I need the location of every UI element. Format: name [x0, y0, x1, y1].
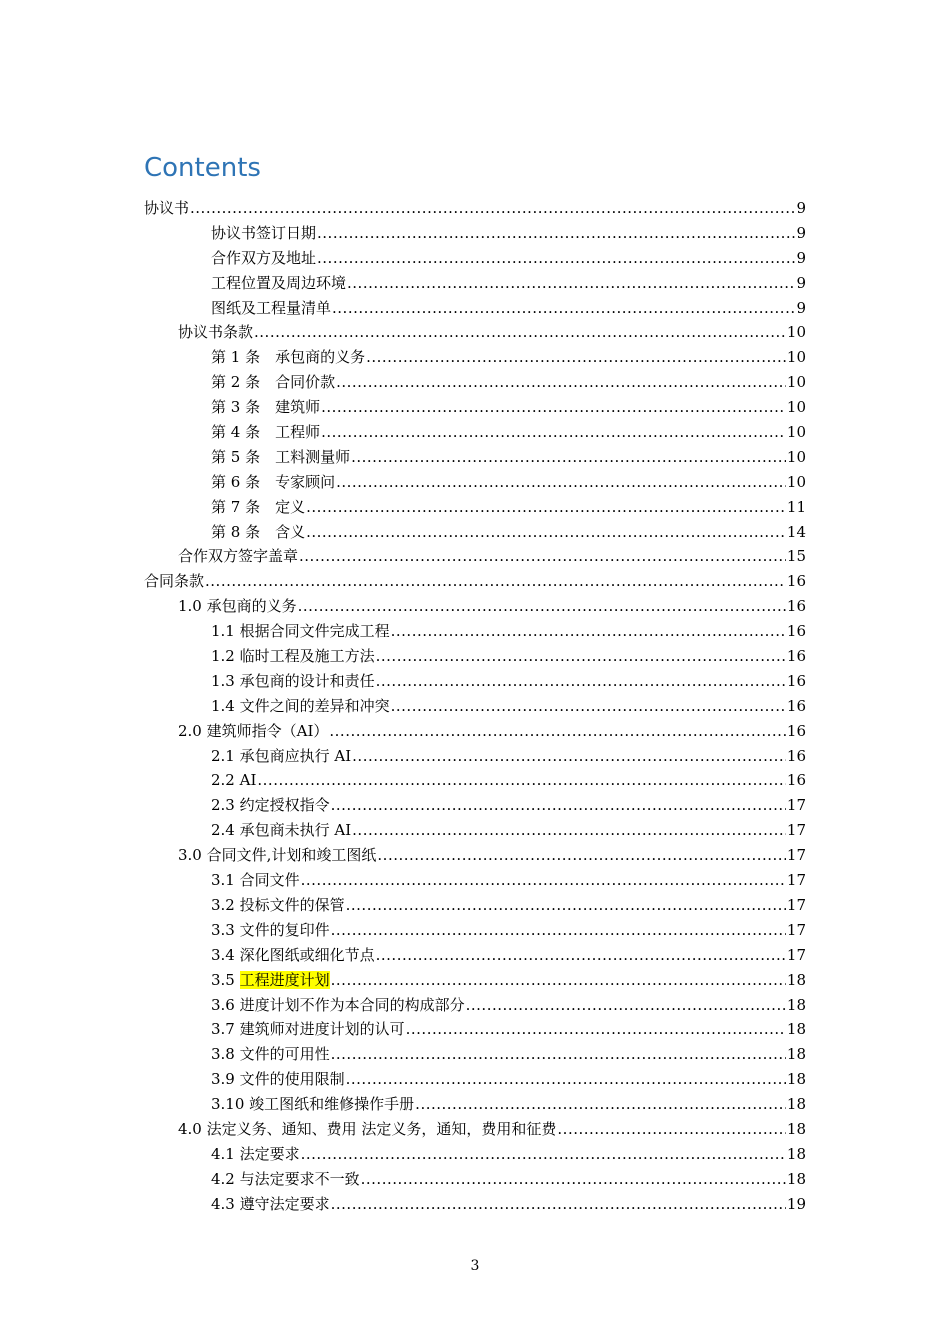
toc-entry[interactable] — [144, 669, 806, 694]
toc-entry-label — [211, 868, 300, 893]
toc-entry-text: 合作双方签字盖章 — [178, 547, 299, 566]
toc-entry-page: 9 — [796, 248, 806, 267]
highlighted-text: 工程进度计划 — [239, 970, 330, 989]
toc-entry-label — [211, 345, 365, 370]
toc-dot-leader — [376, 943, 786, 968]
toc-entry-page: 10 — [786, 348, 806, 367]
toc-entry-label — [211, 520, 305, 545]
toc-entry-label — [211, 420, 320, 445]
toc-entry-text: 图纸及工程量清单 — [211, 298, 332, 317]
toc-dot-leader — [331, 918, 786, 943]
toc-entry[interactable] — [144, 221, 806, 246]
toc-entry[interactable] — [144, 1167, 806, 1192]
toc-dot-leader — [376, 644, 786, 669]
toc-entry[interactable] — [144, 993, 806, 1018]
toc-entry-label — [211, 669, 375, 694]
toc-entry-page: 16 — [786, 647, 806, 666]
toc-entry[interactable] — [144, 818, 806, 843]
toc-dot-leader — [406, 1017, 786, 1042]
toc-entry[interactable] — [144, 694, 806, 719]
toc-entry-page: 16 — [786, 771, 806, 790]
toc-entry-text: 工程位置及周边环境 — [211, 273, 347, 292]
toc-entry-text: 2.3 约定授权指令 — [211, 796, 330, 815]
toc-entry[interactable] — [144, 1017, 806, 1042]
toc-entry-text: 1.0 承包商的义务 — [178, 597, 297, 616]
toc-entry[interactable] — [144, 345, 806, 370]
toc-dot-leader — [391, 619, 786, 644]
page-number: 3 — [470, 1258, 480, 1274]
toc-entry-text: 4.0 法定义务、通知、费用 法定义务，通知，费用和征费 — [178, 1119, 557, 1138]
toc-entry-text: 合同条款 — [144, 572, 205, 591]
toc-dot-leader — [415, 1092, 786, 1117]
toc-entry[interactable] — [144, 619, 806, 644]
toc-entry-page: 16 — [786, 622, 806, 641]
toc-entry-text: 2.0 建筑师指令（AI） — [178, 721, 329, 740]
toc-entry-label — [211, 943, 375, 968]
toc-entry[interactable] — [144, 271, 806, 296]
toc-entry-label — [211, 1142, 300, 1167]
toc-entry[interactable] — [144, 744, 806, 769]
toc-entry-text: 3.9 文件的使用限制 — [211, 1070, 345, 1089]
toc-entry[interactable] — [144, 246, 806, 271]
toc-dot-leader — [331, 1192, 786, 1217]
toc-entry[interactable] — [144, 370, 806, 395]
toc-entry-page: 17 — [786, 895, 806, 914]
toc-dot-leader — [377, 843, 786, 868]
toc-entry[interactable] — [144, 893, 806, 918]
toc-entry-text: 2.4 承包商未执行 AI — [211, 821, 352, 840]
toc-entry-page: 18 — [786, 1070, 806, 1089]
toc-dot-leader — [257, 768, 786, 793]
toc-entry-page: 18 — [786, 1119, 806, 1138]
toc-dot-leader — [306, 495, 786, 520]
toc-entry[interactable] — [144, 196, 806, 221]
toc-entry-page: 17 — [786, 871, 806, 890]
toc-entry[interactable] — [144, 843, 806, 868]
toc-entry-text: 3.4 深化图纸或细化节点 — [211, 945, 375, 964]
toc-entry[interactable] — [144, 1192, 806, 1217]
toc-entry[interactable] — [144, 1142, 806, 1167]
toc-entry-text: 3.1 合同文件 — [211, 871, 300, 890]
toc-dot-leader — [298, 594, 786, 619]
toc-entry-page: 10 — [786, 398, 806, 417]
toc-dot-leader — [329, 719, 786, 744]
toc-entry-label — [211, 768, 256, 793]
toc-entry[interactable] — [144, 420, 806, 445]
toc-entry-label — [211, 993, 465, 1018]
toc-entry[interactable] — [144, 1117, 806, 1142]
toc-entry-text: 1.4 文件之间的差异和冲突 — [211, 696, 390, 715]
toc-entry-label — [211, 1092, 414, 1117]
toc-entry-label — [211, 271, 346, 296]
toc-entry-label — [211, 744, 351, 769]
toc-entry-label — [211, 395, 320, 420]
toc-entry-page: 16 — [786, 597, 806, 616]
toc-dot-leader — [336, 370, 786, 395]
toc-entry-page: 16 — [786, 696, 806, 715]
toc-entry-page: 9 — [796, 298, 806, 317]
toc-entry-page: 16 — [786, 671, 806, 690]
toc-entry[interactable] — [144, 793, 806, 818]
toc-entry-label — [178, 594, 297, 619]
toc-dot-leader — [331, 1042, 786, 1067]
toc-dot-leader — [306, 520, 786, 545]
toc-entry-text: 协议书签订日期 — [211, 223, 317, 242]
toc-entry-page: 17 — [786, 821, 806, 840]
toc-entry[interactable] — [144, 1092, 806, 1117]
toc-entry-page: 9 — [796, 199, 806, 217]
toc-entry-label — [211, 893, 345, 918]
toc-dot-leader — [351, 445, 786, 470]
toc-dot-leader — [321, 395, 786, 420]
toc-entry-label — [211, 619, 390, 644]
toc-entry-page: 17 — [786, 945, 806, 964]
toc-entry-label — [211, 445, 350, 470]
toc-entry-label — [178, 1117, 556, 1142]
toc-entry-label — [178, 719, 328, 744]
toc-entry-page: 17 — [786, 796, 806, 815]
toc-dot-leader — [557, 1117, 786, 1142]
toc-dot-leader — [347, 271, 795, 296]
toc-dot-leader — [391, 694, 786, 719]
toc-dot-leader — [332, 296, 795, 321]
toc-entry-text: 3.2 投标文件的保管 — [211, 895, 345, 914]
toc-dot-leader — [331, 968, 786, 993]
toc-entry-label — [211, 1017, 405, 1042]
toc-entry[interactable] — [144, 943, 806, 968]
toc-entry[interactable] — [144, 594, 806, 619]
toc-entry[interactable] — [144, 644, 806, 669]
toc-entry[interactable] — [144, 495, 806, 520]
toc-entry-text: 1.1 根据合同文件完成工程 — [211, 622, 390, 641]
toc-dot-leader — [352, 818, 786, 843]
toc-entry-text: 第 2 条 合同价款 — [211, 373, 336, 392]
toc-entry[interactable] — [144, 395, 806, 420]
toc-entry[interactable] — [144, 768, 806, 793]
toc-entry-page: 18 — [786, 1095, 806, 1114]
toc-entry-page: 10 — [786, 373, 806, 392]
toc-dot-leader — [317, 221, 795, 246]
toc-entry[interactable] — [144, 968, 806, 993]
toc-entry-text: 3.8 文件的可用性 — [211, 1045, 330, 1064]
toc-dot-leader — [346, 1067, 786, 1092]
toc-entry-text: 合作双方及地址 — [211, 248, 317, 267]
toc-dot-leader — [346, 893, 786, 918]
toc-entry-label — [211, 968, 330, 993]
toc-entry-label — [178, 544, 298, 569]
toc-entry-text: 3.0 合同文件,计划和竣工图纸 — [178, 846, 377, 865]
toc-entry-label — [211, 495, 305, 520]
toc-entry-text: 协议书 — [144, 199, 190, 217]
toc-entry-label — [211, 1167, 360, 1192]
toc-entry-text: 3.6 进度计划不作为本合同的构成部分 — [211, 995, 465, 1014]
toc-entry[interactable] — [144, 569, 806, 594]
toc-entry-text: 4.1 法定要求 — [211, 1144, 300, 1163]
toc-entry[interactable] — [144, 918, 806, 943]
toc-entry-page: 10 — [786, 472, 806, 491]
toc-entry-text: 2.1 承包商应执行 AI — [211, 746, 352, 765]
toc-entry-page: 11 — [786, 497, 806, 516]
toc-entry-label — [211, 370, 335, 395]
toc-entry-page: 18 — [786, 1169, 806, 1188]
toc-dot-leader — [352, 744, 786, 769]
table-of-contents — [144, 196, 806, 1217]
toc-entry-label — [211, 918, 330, 943]
toc-entry-page: 19 — [786, 1194, 806, 1213]
toc-entry[interactable] — [144, 544, 806, 569]
toc-entry-label — [211, 246, 316, 271]
toc-entry-page: 16 — [786, 721, 806, 740]
toc-entry-text: 3.5 — [211, 970, 240, 989]
toc-entry[interactable] — [144, 470, 806, 495]
toc-entry-page: 17 — [786, 846, 806, 865]
toc-entry-page: 15 — [786, 547, 806, 566]
toc-entry-text: 1.3 承包商的设计和责任 — [211, 671, 375, 690]
toc-entry-text: 协议书条款 — [178, 323, 254, 342]
toc-dot-leader — [299, 544, 786, 569]
toc-entry-label — [211, 296, 331, 321]
toc-dot-leader — [321, 420, 786, 445]
toc-entry-text: 4.2 与法定要求不一致 — [211, 1169, 360, 1188]
toc-dot-leader — [301, 1142, 786, 1167]
toc-entry-label — [144, 569, 204, 594]
toc-entry-text: 第 7 条 定义 — [211, 497, 306, 516]
toc-entry-text: 第 4 条 工程师 — [211, 423, 321, 442]
toc-entry-page: 18 — [786, 1045, 806, 1064]
toc-entry-page: 18 — [786, 1144, 806, 1163]
toc-dot-leader — [254, 320, 786, 345]
toc-entry-page: 16 — [786, 746, 806, 765]
toc-entry-page: 16 — [786, 572, 806, 591]
toc-entry-page: 9 — [796, 223, 806, 242]
toc-entry-page: 10 — [786, 323, 806, 342]
toc-entry-label — [211, 221, 316, 246]
toc-entry-label — [211, 818, 351, 843]
toc-dot-leader — [361, 1167, 786, 1192]
toc-entry-page: 18 — [786, 970, 806, 989]
toc-entry-text: 第 8 条 含义 — [211, 522, 306, 541]
toc-entry-text: 第 6 条 专家顾问 — [211, 472, 336, 491]
toc-entry-page: 18 — [786, 1020, 806, 1039]
toc-dot-leader — [301, 868, 786, 893]
toc-entry-text: 第 1 条 承包商的义务 — [211, 348, 366, 367]
toc-entry[interactable] — [144, 719, 806, 744]
toc-entry-page: 9 — [796, 273, 806, 292]
toc-entry-text: 3.10 竣工图纸和维修操作手册 — [211, 1095, 415, 1114]
toc-entry[interactable] — [144, 520, 806, 545]
toc-entry-label — [211, 1042, 330, 1067]
toc-entry-label — [211, 644, 375, 669]
toc-entry-page: 10 — [786, 447, 806, 466]
toc-entry-page: 17 — [786, 920, 806, 939]
toc-entry[interactable] — [144, 868, 806, 893]
toc-dot-leader — [376, 669, 786, 694]
toc-dot-leader — [205, 569, 786, 594]
toc-entry[interactable] — [144, 1042, 806, 1067]
toc-entry-text: 1.2 临时工程及施工方法 — [211, 647, 375, 666]
toc-entry-text: 2.2 AI — [211, 771, 257, 790]
toc-entry[interactable] — [144, 445, 806, 470]
toc-entry-label — [178, 843, 376, 868]
toc-entry-text: 3.3 文件的复印件 — [211, 920, 330, 939]
toc-dot-leader — [317, 246, 795, 271]
toc-entry-label — [178, 320, 253, 345]
toc-title: Contents — [144, 153, 261, 183]
toc-entry-text: 第 3 条 建筑师 — [211, 398, 321, 417]
toc-dot-leader — [336, 470, 786, 495]
toc-entry[interactable] — [144, 296, 806, 321]
toc-entry-text: 4.3 遵守法定要求 — [211, 1194, 330, 1213]
toc-entry-label — [211, 694, 390, 719]
toc-dot-leader — [190, 196, 795, 221]
toc-dot-leader — [331, 793, 786, 818]
toc-dot-leader — [466, 993, 786, 1018]
toc-entry-label — [211, 1192, 330, 1217]
toc-entry-text: 3.7 建筑师对进度计划的认可 — [211, 1020, 405, 1039]
toc-entry-label — [211, 470, 335, 495]
toc-entry-label — [211, 793, 330, 818]
toc-entry-label — [144, 196, 189, 221]
toc-entry-page: 10 — [786, 423, 806, 442]
toc-entry-label — [211, 1067, 345, 1092]
toc-entry[interactable] — [144, 1067, 806, 1092]
toc-entry-text: 第 5 条 工料测量师 — [211, 447, 351, 466]
toc-dot-leader — [366, 345, 786, 370]
toc-entry[interactable] — [144, 320, 806, 345]
toc-entry-page: 14 — [786, 522, 806, 541]
toc-entry-page: 18 — [786, 995, 806, 1014]
